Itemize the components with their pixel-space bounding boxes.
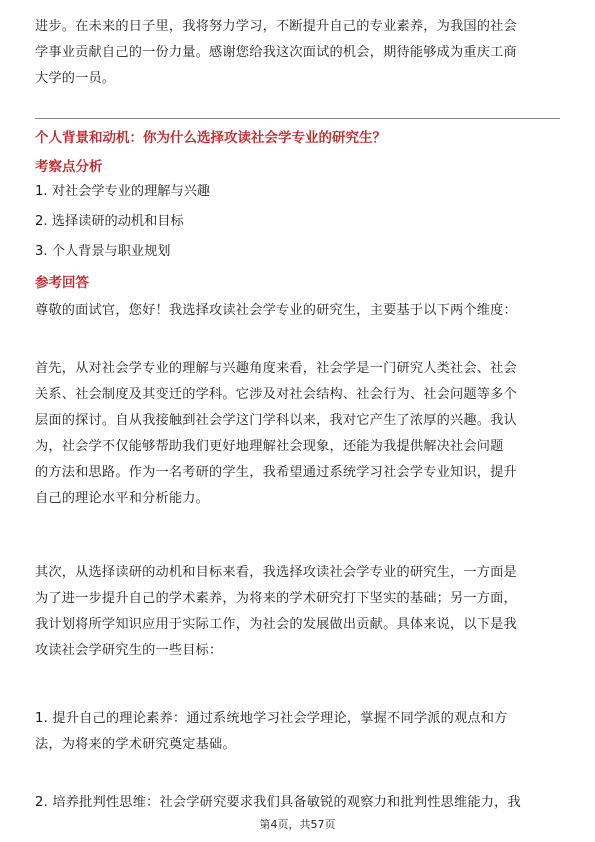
answer-paragraph [35,790,560,816]
analysis-heading: 考察点分析 [35,159,103,175]
text-line: 2. 培养批判性思维：社会学研究要求我们具备敏锐的观察力和批判性思维能力，我 [35,795,521,810]
question-title: 个人背景和动机：你为什么选择攻读社会学专业的研究生？ [35,130,386,146]
text-line: 进步。在未来的日子里，我将努力学习，不断提升自己的专业素养，为我国的社会 [35,19,517,34]
analysis-point: 3. 个人背景与职业规划 [35,244,171,259]
text-line: 1. 提升自己的理论素养：通过系统地学习社会学理论，掌握不同学派的观点和方 [35,711,508,726]
answer-paragraph [35,706,560,758]
analysis-point: 2. 选择读研的动机和目标 [35,214,184,229]
intro-paragraph [35,14,560,92]
text-line: 首先，从对社会学专业的理解与兴趣角度来看，社会学是一门研究人类社会、社会 [35,361,517,376]
answer-paragraph [35,298,560,324]
analysis-point: 1. 对社会学专业的理解与兴趣 [35,184,211,199]
text-line: 关系、社会制度及其变迁的学科。它涉及对社会结构、社会行为、社会问题等多个 [35,387,517,402]
text-line: 尊敬的面试官，您好！我选择攻读社会学专业的研究生，主要基于以下两个维度： [35,303,517,318]
text-line: 攻读社会学研究生的一些目标： [35,643,223,658]
text-line: 我计划将所学知识应用于实际工作，为社会的发展做出贡献。具体来说，以下是我 [35,617,517,632]
text-line: 学事业贡献自己的一份力量。感谢您给我这次面试的机会，期待能够成为重庆工商 [35,45,517,60]
text-line: 层面的探讨。自从我接触到社会学这门学科以来，我对它产生了浓厚的兴趣。我认 [35,413,517,428]
text-line: 自己的理论水平和分析能力。 [35,491,210,506]
text-line: 法，为将来的学术研究奠定基础。 [35,737,236,752]
section-divider [35,118,560,119]
answer-paragraph [35,560,560,664]
text-line: 其次，从选择读研的动机和目标来看，我选择攻读社会学专业的研究生，一方面是 [35,565,517,580]
text-line: 为了进一步提升自己的学术素养，为将来的学术研究打下坚实的基础；另一方面， [35,591,517,606]
page-number: 第4页，共57页 [259,818,336,831]
text-line: 为，社会学不仅能够帮助我们更好地理解社会现象，还能为我提供解决社会问题 [35,439,504,454]
text-line: 的方法和思路。作为一名考研的学生，我希望通过系统学习社会学专业知识，提升 [35,465,517,480]
answer-heading: 参考回答 [35,275,89,291]
answer-paragraph [35,356,560,512]
text-line: 大学的一员。 [35,71,116,86]
